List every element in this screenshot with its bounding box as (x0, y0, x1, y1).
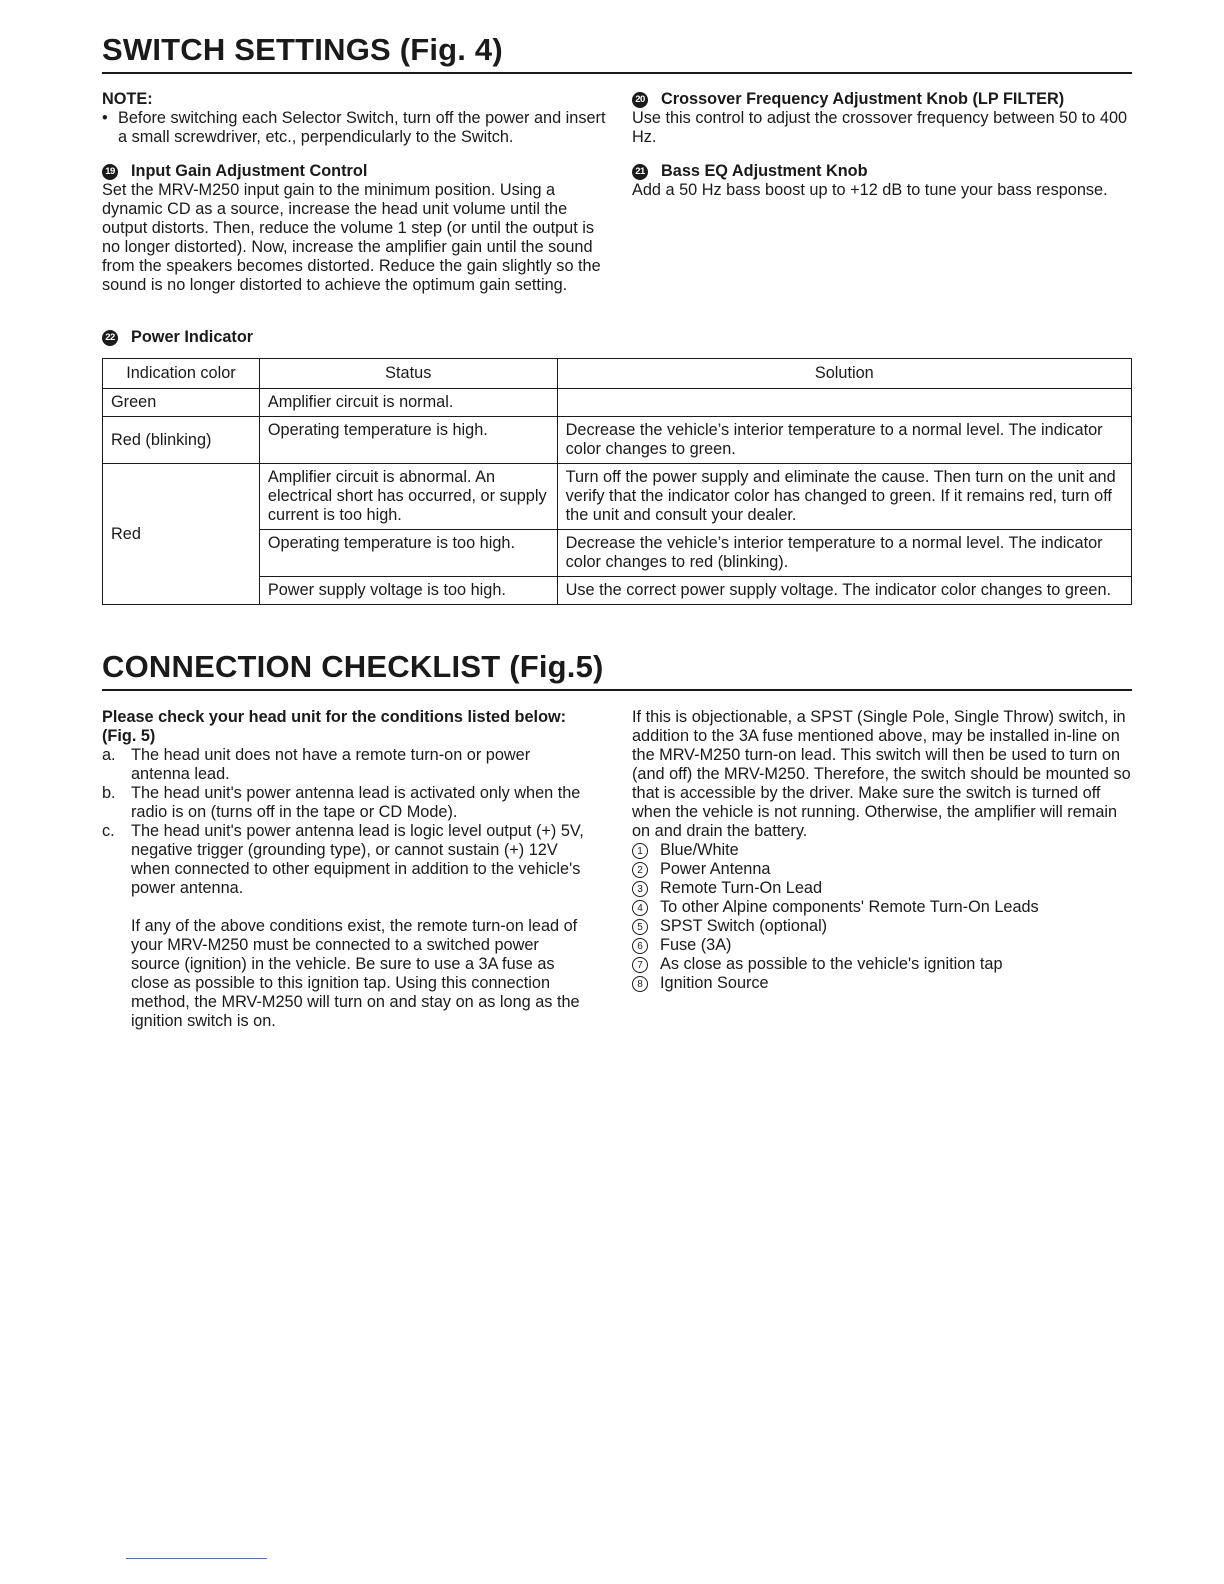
table-row (103, 464, 1132, 530)
circled-number-icon: 2 (632, 862, 648, 878)
solution-cell: Decrease the vehicle’s interior temperature to a normal level. The indicator color changes to red (blinking). (557, 530, 1131, 577)
column-header: Status (259, 359, 557, 389)
status-cell: Operating temperature is too high. (259, 530, 557, 577)
legend-item (632, 917, 1132, 936)
status-cell: Amplifier circuit is normal. (259, 389, 557, 417)
note-label: NOTE: (102, 90, 153, 108)
condition-text: The head unit's power antenna lead is activated only when the radio is on (turns off in the tape or CD Mode). (131, 784, 581, 821)
connection-checklist-title: CONNECTION CHECKLIST (Fig.5) (102, 649, 604, 684)
power-indicator-title: Power Indicator (131, 328, 254, 346)
table-row (103, 417, 1132, 464)
switch-settings-columns (102, 90, 1132, 295)
legend-item (632, 879, 1132, 898)
connection-checklist-right (632, 708, 1132, 1031)
figure-legend (632, 841, 1132, 993)
solution-cell: Decrease the vehicle’s interior temperature to a normal level. The indicator color changes to green. (557, 417, 1131, 464)
item-number-badge: 20 (632, 92, 648, 108)
item-number-badge: 21 (632, 164, 648, 180)
legend-label: Blue/White (660, 841, 739, 859)
crossover-section (632, 90, 1132, 147)
solution-cell: Turn off the power supply and eliminate the cause. Then turn on the unit and verify that the indicator color has changed to green. If it remains red, turn off the unit and consult your dealer. (557, 464, 1131, 530)
condition-letter: c. (102, 822, 115, 840)
spst-paragraph: If this is objectionable, a SPST (Single Pole, Single Throw) switch, in addition to the 3A fuse mentioned above, may be installed in-line on the MRV-M250 turn-on lead. This switch will then be used to turn on (and off) the MRV-M250. Therefore, the switch should be mounted so that is accessible by the driver. Make sure the switch is turned off when the vehicle is not running. Otherwise, the amplifier will remain on and drain the battery. (632, 708, 1131, 840)
circled-number-icon: 7 (632, 957, 648, 973)
bass-eq-section (632, 162, 1132, 200)
legend-label: To other Alpine components' Remote Turn-On Leads (660, 898, 1039, 916)
input-gain-title: Input Gain Adjustment Control (131, 162, 368, 180)
circled-number-icon: 1 (632, 843, 648, 859)
table-row (103, 389, 1132, 417)
manual-page (102, 30, 1132, 1031)
condition-text: The head unit's power antenna lead is logic level output (+) 5V, negative trigger (grounding type), or cannot sustain (+) 12V when connected to other equipment in addition to the vehicle's power antenna. (131, 822, 584, 897)
input-gain-title-row (102, 162, 607, 181)
condition-letter: b. (102, 784, 116, 802)
crossover-title-row (632, 90, 1132, 109)
legend-label: SPST Switch (optional) (660, 917, 828, 935)
status-cell: Amplifier circuit is abnormal. An electrical short has occurred, or supply current is too high. (259, 464, 557, 530)
condition-letter: a. (102, 746, 116, 764)
legend-label: Fuse (3A) (660, 936, 732, 954)
condition-item (102, 746, 592, 784)
circled-number-icon: 3 (632, 881, 648, 897)
legend-item (632, 974, 1132, 993)
column-header: Solution (557, 359, 1131, 389)
table-header-row (103, 359, 1132, 389)
indication-color-cell: Red (blinking) (103, 417, 260, 464)
column-header: Indication color (103, 359, 260, 389)
checklist-intro: Please check your head unit for the conditions listed below: (Fig. 5) (102, 708, 567, 745)
note-bullet (102, 109, 607, 147)
circled-number-icon: 6 (632, 938, 648, 954)
status-cell: Operating temperature is high. (259, 417, 557, 464)
note-text: Before switching each Selector Switch, turn off the power and insert a small screwdriver, etc., perpendicularly to the Switch. (118, 109, 606, 146)
input-gain-text: Set the MRV-M250 input gain to the minimum position. Using a dynamic CD as a source, increase the head unit volume until the output distorts. Then, reduce the volume 1 step (or until the output is no longer distorted). Now, increase the amplifier gain until the sound from the speakers becomes distorted. Reduce the gain slightly so the sound is no longer distorted to achieve the optimum gain setting. (102, 181, 601, 294)
solution-cell: Use the correct power supply voltage. The indicator color changes to green. (557, 577, 1131, 605)
footer-rule (126, 1558, 267, 1559)
status-cell: Power supply voltage is too high. (259, 577, 557, 605)
circled-number-icon: 8 (632, 976, 648, 992)
crossover-title: Crossover Frequency Adjustment Knob (LP FILTER) (661, 90, 1065, 108)
power-indicator-title-row (102, 328, 1132, 347)
condition-item (102, 822, 592, 898)
legend-label: Power Antenna (660, 860, 771, 878)
condition-text: The head unit does not have a remote turn-on or power antenna lead. (131, 746, 531, 783)
connection-checklist-columns (102, 708, 1132, 1031)
condition-paragraph: If any of the above conditions exist, the remote turn-on lead of your MRV-M250 must be connected to a switched power source (ignition) in the vehicle. Be sure to use a 3A fuse as close as possible to this ignition tap. Using this connection method, the MRV-M250 will turn on and stay on as long as the ignition switch is on. (131, 917, 580, 1030)
item-number-badge: 19 (102, 164, 118, 180)
switch-settings-left (102, 90, 607, 295)
circled-number-icon: 4 (632, 900, 648, 916)
solution-cell (557, 389, 1131, 417)
legend-label: Ignition Source (660, 974, 769, 992)
legend-label: Remote Turn-On Lead (660, 879, 822, 897)
input-gain-section (102, 162, 607, 295)
legend-item (632, 898, 1132, 917)
bass-eq-title-row (632, 162, 1132, 181)
bullet-icon: • (102, 109, 108, 127)
indication-color-cell: Red (103, 464, 260, 605)
legend-item (632, 936, 1132, 955)
circled-number-icon: 5 (632, 919, 648, 935)
legend-label: As close as possible to the vehicle's ignition tap (660, 955, 1003, 973)
connection-checklist-header (102, 647, 1132, 691)
item-number-badge: 22 (102, 330, 118, 346)
legend-item (632, 860, 1132, 879)
crossover-text: Use this control to adjust the crossover frequency between 50 to 400 Hz. (632, 109, 1128, 146)
connection-checklist-left (102, 708, 592, 1031)
switch-settings-right (632, 90, 1132, 295)
bass-eq-title: Bass EQ Adjustment Knob (661, 162, 868, 180)
switch-settings-title: SWITCH SETTINGS (Fig. 4) (102, 32, 503, 67)
indication-color-cell: Green (103, 389, 260, 417)
bass-eq-text: Add a 50 Hz bass boost up to +12 dB to tune your bass response. (632, 181, 1108, 199)
power-indicator-table (102, 358, 1132, 605)
legend-item (632, 841, 1132, 860)
condition-item (102, 784, 592, 822)
switch-settings-header (102, 30, 1132, 74)
legend-item (632, 955, 1132, 974)
